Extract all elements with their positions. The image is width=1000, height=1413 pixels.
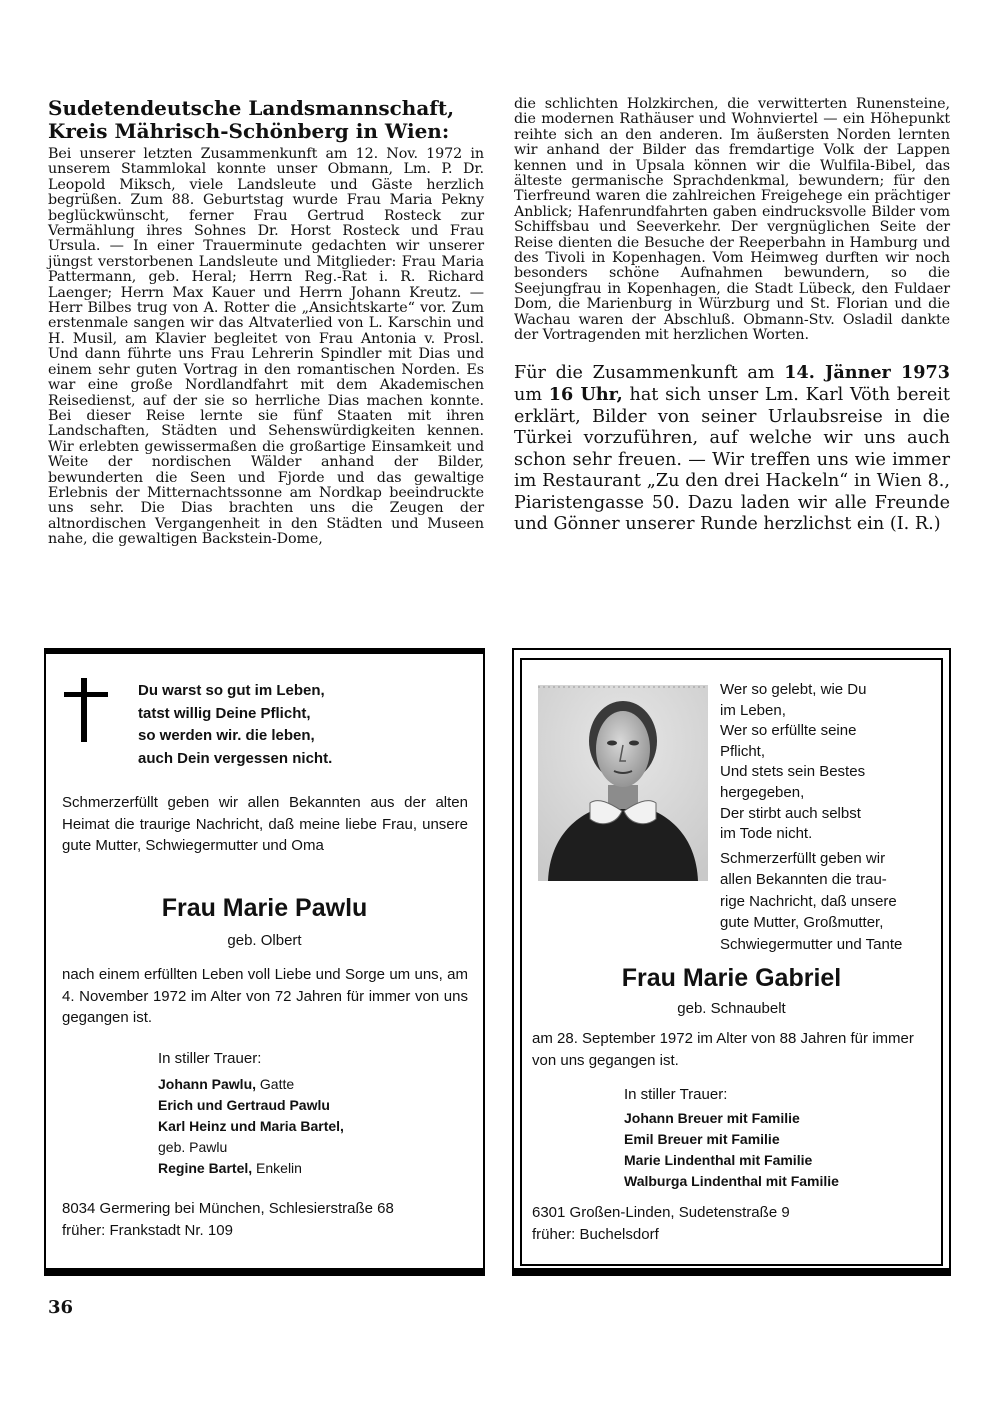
obituary-notice-pawlu — [44, 648, 485, 1276]
mourning-label: In stiller Trauer: — [158, 1050, 262, 1067]
mourner-entry: Karl Heinz und Maria Bartel, — [158, 1117, 344, 1134]
mourners-list — [624, 1084, 944, 1192]
mourner-entry-sub: geb. Pawlu — [158, 1138, 228, 1155]
deceased-name: Frau Marie Pawlu — [161, 894, 368, 922]
mourners-list — [158, 1048, 468, 1179]
poem-right: Wer so gelebt, wie Du im Leben, Wer so erfüllte seine Pflicht, Und stets sein Bestes hergegeben, Der stirbt auch selbst im Tode nicht. — [720, 681, 867, 843]
address: 6301 Großen-Linden, Sudetenstraße 9 früher: Buchelsdorf — [532, 1204, 790, 1243]
article-column-right — [514, 97, 950, 536]
obituary-text: nach einem erfüllten Leben voll Liebe und Sorge um uns, am 4. November 1972 im Alter von 72 Jahren für immer von uns gegangen ist. — [62, 966, 468, 1026]
mourner-entry: Regine Bartel, Enkelin — [158, 1159, 302, 1176]
meeting-announcement: Für die Zusammenkunft am 14. Jänner 1973 um 16 Uhr, hat sich unser Lm. Karl Vöth bereit erklärt, Bilder von seiner Urlaubsreise in die Türkei vorzuführen, auf welche wir uns auch schon sehr freuen. — Wir treffen uns wie immer im Restaurant „Zu den drei Hackeln“ in Wien 8., Piaristengasse 50. Dazu laden wir alle Freunde und Gönner unserer Runde herzlichst ein (I. R.) — [514, 361, 951, 534]
mourner-entry: Emil Breuer mit Familie — [624, 1130, 780, 1147]
mourner-entry: Marie Lindenthal mit Familie — [624, 1151, 813, 1168]
article-body-left: Bei unserer letzten Zusammenkunft am 12. Nov. 1972 in unserem Stammlokal konnte unser Obmann, Lm. P. Dr. Leopold Miksch, viele Landsleute und Gäste herzlich begrüßen. Zum 88. Geburtstag wurde Frau Maria Pekny beglückwünscht, ferner Frau Gertrud Rosteck zur Vermählung ihres Sohnes Dr. Horst Rosteck und Frau Ursula. — In einer Trauerminute gedachten wir unserer jüngst verstorbenen Landsleute und Mitglieder: Frau Maria Pattermann, geb. Heral; Herrn Reg.-Rat i. R. Richard Laenger; Herrn Max Kauer und Herrn Johann Kreutz. — Herr Bilbes trug von A. Rotter die „Ansichtskarte“ vor. Zum erstenmale sangen wir das Altvaterlied von L. Karschin und H. Musil, am Klavier begleitet von Frau Antonia v. Prosl. Und dann führte uns Frau Lehrerin Spindler mit Dias und einem sehr guten Vortrag in den romantischen Norden. Es war eine große Nordlandfahrt mit dem Akademischen Reisedienst, auf der sie so herrliche Dias machen konnte. Bei dieser Reise lernte sie fünf Staaten mit ihren Landschaften, Städten und Sehenswürdigkeiten kennen. Wir erlebten gewissermaßen die großartige Einsamkeit und Weite der nordischen Wälder anhand der Bilder, bewunderten die Seen und Fjorde und das gewaltige Erlebnis der Mitternachtssonne am Nordkap beeindruckte uns sehr. Die Dias brachten uns die Zeugen der altnordischen Vergangenheit in den Städten und Museen nahe, die gewaltigen Backstein-Dome, — [48, 146, 484, 548]
obituary-intro: Schmerzerfüllt geben wir allen Bekannten die trau- rige Nachricht, daß unsere gute Mutter, Großmutter, Schwiegermutter und Tante — [720, 850, 903, 953]
portrait-photo — [538, 685, 708, 881]
border-bar — [46, 650, 483, 654]
maiden-name: geb. Schnaubelt — [677, 1000, 786, 1017]
border-bar — [46, 1268, 483, 1274]
border-bar — [514, 1268, 949, 1274]
poem-left: Du warst so gut im Leben, tatst willig Deine Pflicht, so werden wir. die leben, auch Dein vergessen nicht. — [138, 682, 333, 767]
article-body-right: die schlichten Holzkirchen, die verwitterten Runensteine, die modernen Rathäuser und Wohnviertel — ein Höhepunkt reihte sich an den anderen. Im äußersten Norden lernten wir anhand der Bilder das fremdartige Volk der Lappen kennen und in Upsala können wir die Wulfila-Bibel, das älteste germanische Sprachdenkmal, bewundern; für den Tierfreund waren die zahlreichen Freigehege ein prächtiger Anblick; Hafenrundfahrten gaben eindrucksvolle Bilder vom Schiffsbau und Seeverkehr. Der vergnüglichen Seite der Reise dienten die Besuche der Reeperbahn in Hamburg und des Tivoli in Kopenhagen. Vom Heimweg durften wir noch besonders schöne Aufnahmen bewundern, so die Seejungfrau in Kopenhagen, die Stadt Lübeck, den Fuldaer Dom, die Marienburg in Würzburg und St. Florian und die Wachau waren der Abschluß. Obmann-Stv. Osladil dankte der Vortragenden mit herzlichen Worten. — [514, 96, 950, 344]
address: 8034 Germering bei München, Schlesierstraße 68 früher: Frankstadt Nr. 109 — [62, 1200, 394, 1239]
mourner-entry: Johann Pawlu, Gatte — [158, 1075, 295, 1092]
obituary-intro: Schmerzerfüllt geben wir allen Bekannten aus der alten Heimat die traurige Nachricht, daß meine liebe Frau, unsere gute Mutter, Schwiegermutter und Oma — [62, 794, 468, 854]
mourner-entry: Erich und Gertraud Pawlu — [158, 1096, 330, 1113]
mourner-entry: Walburga Lindenthal mit Familie — [624, 1172, 839, 1189]
maiden-name: geb. Olbert — [227, 932, 302, 949]
article-heading: Sudetendeutsche Landsmannschaft, Kreis Mährisch-Schönberg in Wien: — [48, 96, 455, 143]
obituary-text: am 28. September 1972 im Alter von 88 Jahren für immer von uns gegangen ist. — [532, 1030, 914, 1069]
mourning-label: In stiller Trauer: — [624, 1086, 728, 1103]
announcement-date: 14. Jänner 1973 — [784, 361, 950, 383]
cross-icon — [60, 672, 112, 744]
announcement-time: 16 Uhr, — [548, 384, 623, 405]
deceased-name: Frau Marie Gabriel — [621, 964, 842, 992]
page-number: 36 — [48, 1297, 74, 1318]
mourner-entry: Johann Breuer mit Familie — [624, 1109, 800, 1126]
article-column-left — [48, 97, 484, 548]
